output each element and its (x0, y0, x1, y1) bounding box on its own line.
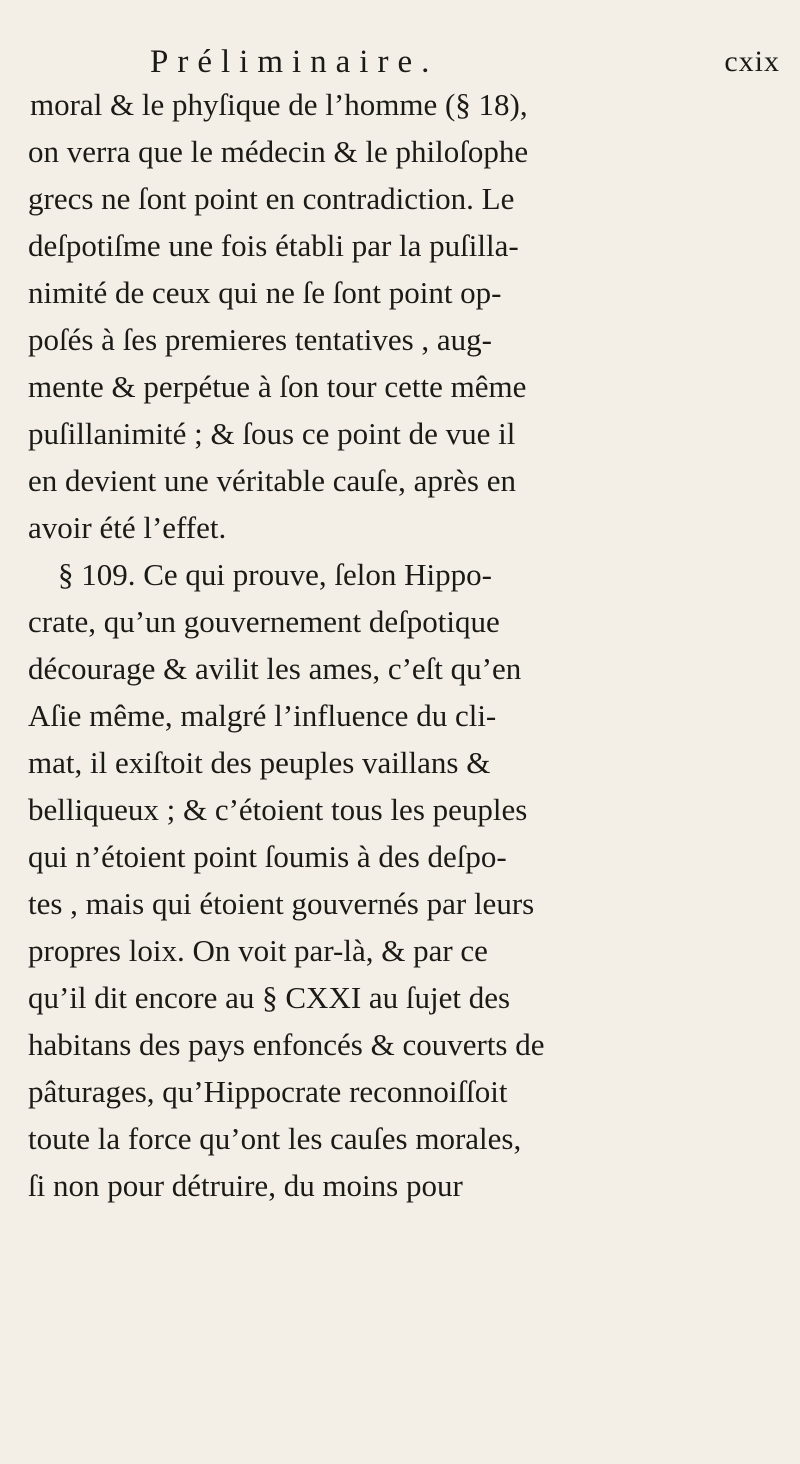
text-line: belliqueux ; & c’étoient tous les peuples (28, 792, 528, 827)
text-line: qui n’étoient point ſoumis à des deſpo- (28, 839, 507, 874)
text-line: mente & perpétue à ſon tour cette même (28, 369, 527, 404)
paragraph-start-line: § 109. Ce qui prouve, ſelon Hippo- (58, 557, 492, 592)
text-line: décourage & avilit les ames, c’eſt qu’en (28, 651, 522, 686)
text-line: propres loix. On voit par-là, & par ce (28, 933, 488, 968)
text-line: on verra que le médecin & le philoſophe (28, 134, 529, 169)
text-line: qu’il dit encore au § CXXI au ſujet des (28, 980, 511, 1015)
body-text (28, 81, 788, 1209)
text-line: poſés à ſes premieres tentatives , aug- (28, 322, 492, 357)
text-line: crate, qu’un gouvernement deſpotique (28, 604, 500, 639)
text-line: nimité de ceux qui ne ſe ſont point op- (28, 275, 502, 310)
text-line: Aſie même, malgré l’influence du cli- (28, 698, 497, 733)
text-line: en devient une véritable cauſe, après en (28, 463, 517, 498)
text-line: grecs ne ſont point en contradiction. Le (28, 181, 515, 216)
running-title: Préliminaire. (150, 44, 439, 80)
text-line: habitans des pays enfoncés & couverts de (28, 1027, 545, 1062)
text-line: deſpotiſme une fois établi par la puſilla- (28, 228, 519, 263)
text-line: mat, il exiſtoit des peuples vaillans & (28, 745, 491, 780)
text-line: tes , mais qui étoient gouvernés par leurs (28, 886, 535, 921)
text-line: pâturages, qu’Hippocrate reconnoiſſoit (28, 1074, 508, 1109)
text-line: moral & le phyſique de l’homme (§ 18), (30, 87, 528, 122)
text-line: ſi non pour détruire, du moins pour (28, 1168, 463, 1203)
running-head (150, 40, 790, 84)
page-number: cxix (724, 45, 780, 78)
text-line: puſillanimité ; & ſous ce point de vue il (28, 416, 516, 451)
text-line: avoir été l’effet. (28, 510, 227, 545)
text-line: toute la force qu’ont les cauſes morales, (28, 1121, 522, 1156)
